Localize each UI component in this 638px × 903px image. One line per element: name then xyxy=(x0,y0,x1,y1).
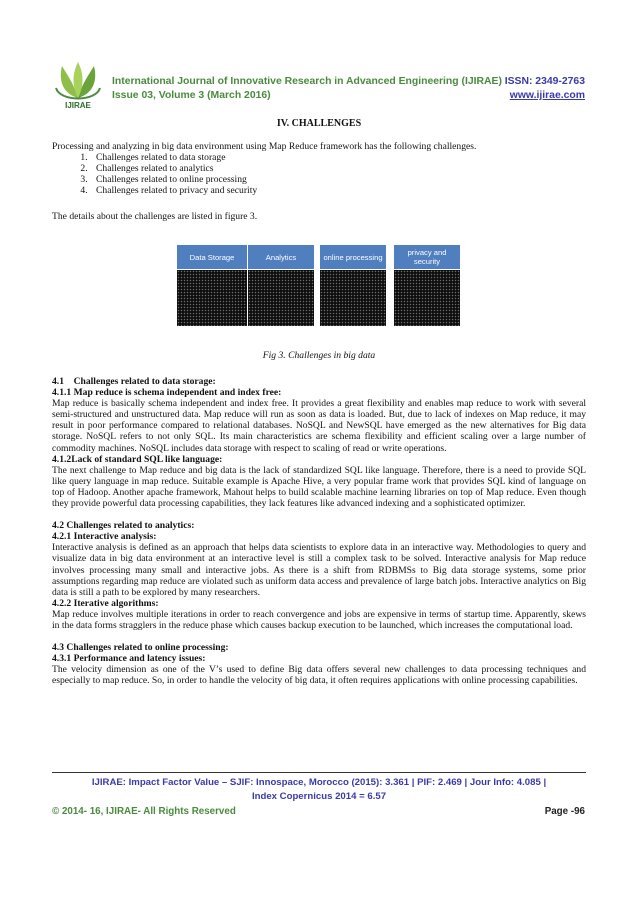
heading-4-1-2: 4.1.2Lack of standard SQL like language: xyxy=(52,453,223,465)
paragraph-4-1-1: Map reduce is basically schema independent and index free. It provides a great flexibility and enables map reduce to work with several semi-structured and unstructured data. Map reduce will run as soon as data is loaded. But, due to lack of indexes on Map reduce, it may result in poor performance compared to relational databases. NoSQL and NewSQL have emerged as the new alternatives for Big data storage. NoSQL refers to not only SQL. Its main characteristics are schema flexibility and efficient scaling over a large number of commodity machines. NoSQL includes data storage with respect to scaling of read or write operations. xyxy=(52,398,586,454)
figure-box-privacy-body xyxy=(394,270,460,326)
section-title: IV. CHALLENGES xyxy=(276,118,362,129)
heading-4-3-1: 4.3.1 Performance and latency issues: xyxy=(52,653,206,665)
section-intro xyxy=(52,141,586,196)
figure-box-analytics-header: Analytics xyxy=(248,245,314,269)
figure-caption: Fig 3. Challenges in big data xyxy=(262,350,376,361)
challenges-list xyxy=(52,152,586,196)
heading-4-2-1: 4.2.1 Interactive analysis: xyxy=(52,531,157,543)
figure-box-online-body xyxy=(320,270,386,326)
footer-divider xyxy=(52,772,586,773)
challenge-item-online: 3. Challenges related to online processing xyxy=(90,174,586,185)
page-number: Page -96 xyxy=(544,806,585,817)
journal-logo xyxy=(50,58,106,110)
figure-box-data-storage-body xyxy=(177,270,247,326)
figure-box-data-storage-header: Data Storage xyxy=(177,245,247,269)
footer-copyright: © 2014- 16, IJIRAE- All Rights Reserved xyxy=(52,806,236,817)
main-body xyxy=(52,376,586,686)
figure-box-privacy-header: privacy and security xyxy=(394,245,460,269)
journal-title: International Journal of Innovative Research in Advanced Engineering (IJIRAE) xyxy=(112,76,502,87)
heading-4-3: 4.3 Challenges related to online processing: xyxy=(52,642,229,654)
figure-box-online-header: online processing xyxy=(320,245,386,269)
paragraph-4-1-2: The next challenge to Map reduce and big data is the lack of standardized SQL like language. Therefore, there is a need to provide SQL like query language in map reduce. Suitable example is Apache Hive, a very popular frame work that provides SQL kind of language on top of Hadoop. Another apache framework, Mahout helps to build scalable machine learning libraries on top of Map reduce. Even though they provide powerful data processing capabilities, they lack features like advanced indexing and a sophisticated optimizer. xyxy=(52,464,586,510)
heading-4-2: 4.2 Challenges related to analytics: xyxy=(52,520,195,532)
footer-index-copernicus: Index Copernicus 2014 = 6.57 xyxy=(251,791,387,802)
heading-4-2-2: 4.2.2 Iterative algorithms: xyxy=(52,597,159,609)
paragraph-4-2-2: Map reduce involves multiple iterations in order to reach convergence and jobs are expensive in terms of startup time. Apparently, skews in the data forms stragglers in the reduce phase which causes backup execution to be launched, which increases the computational load. xyxy=(52,608,586,631)
details-paragraph: The details about the challenges are listed in figure 3. xyxy=(52,211,258,222)
challenge-item-storage: 1. Challenges related to data storage xyxy=(90,152,586,163)
heading-4-1: 4.1 Challenges related to data storage: xyxy=(52,376,216,387)
paragraph-4-3-1: The velocity dimension as one of the V’s used to define Big data offers several new challenges to data processing techniques and especially to map reduce. So, in order to handle the velocity of big data, it often requires applications with online processing capabilities. xyxy=(52,664,586,687)
journal-issue: Issue 03, Volume 3 (March 2016) xyxy=(112,90,271,101)
journal-url-link[interactable]: www.ijirae.com xyxy=(509,90,585,101)
intro-paragraph: Processing and analyzing in big data environment using Map Reduce framework has the following challenges. xyxy=(52,141,477,152)
figure-box-analytics-body xyxy=(248,270,314,326)
heading-4-1-1: 4.1.1 Map reduce is schema independent and index free: xyxy=(52,387,282,399)
journal-issn: ISSN: 2349-2763 xyxy=(504,76,585,87)
logo-text: IJIRAE xyxy=(65,101,91,110)
challenge-item-privacy: 4. Challenges related to privacy and security xyxy=(90,185,586,196)
paragraph-4-2-1: Interactive analysis is defined as an approach that helps data scientists to explore data in an interactive way. Methodologies to query and visualize data in big data environment at an interactive level is still a complex task to be solved. Interactive analysis for Map reduce involves processing many small and interactive jobs. As there is a shift from RDBMSs to Big data storage systems, some prior assumptions regarding map reduce are violated such as uniform data access and prevalence of large batch jobs. Interactive analytics on Big data is still a path to be explored by many researchers. xyxy=(52,542,586,598)
challenge-item-analytics: 2. Challenges related to analytics xyxy=(90,163,586,174)
figure-reference xyxy=(52,211,586,222)
footer-impact-factor: IJIRAE: Impact Factor Value – SJIF: Innospace, Morocco (2015): 3.361 | PIF: 2.469 | Jour Info: 4.085 | xyxy=(91,777,547,788)
